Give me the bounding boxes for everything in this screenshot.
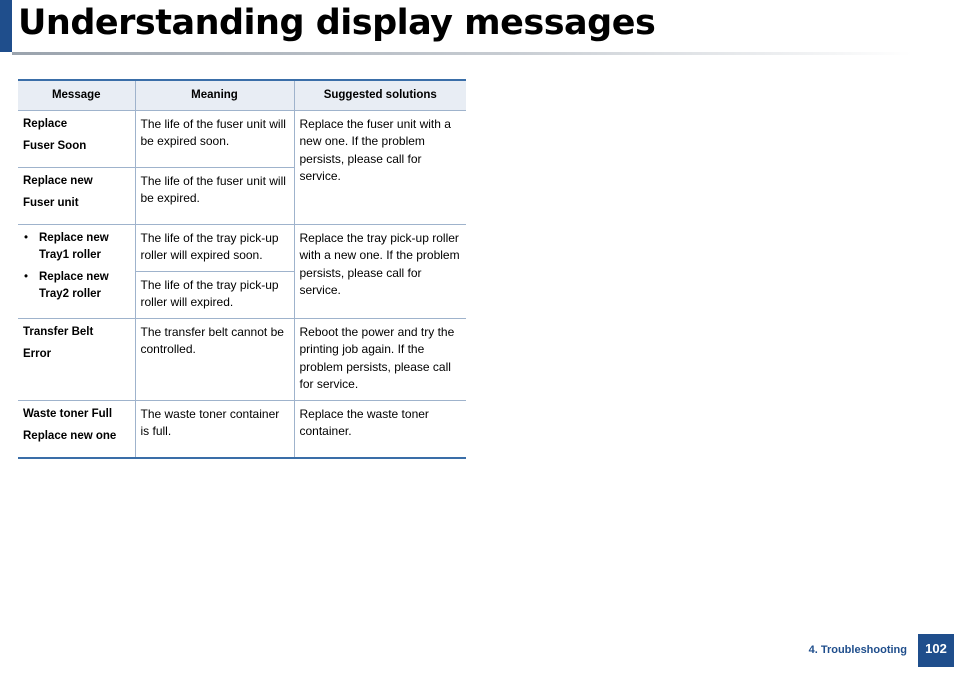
meaning-cell: The life of the tray pick-up roller will expired. (135, 271, 294, 318)
message-line: Tray2 roller (39, 288, 102, 300)
message-line: • Replace new (39, 231, 109, 244)
message-line: Replace (23, 117, 68, 130)
solution-cell: Reboot the power and try the printing job again. If the problem persists, please call for service. (294, 318, 466, 400)
message-line: Tray1 roller (39, 249, 102, 261)
message-line: Waste toner Full (23, 407, 113, 420)
table-row (18, 110, 466, 167)
table-header-row (18, 80, 466, 110)
message-line: Replace new (23, 174, 93, 187)
bullet-item (23, 269, 130, 304)
header-solutions: Suggested solutions (294, 80, 466, 110)
message-line: Transfer Belt (23, 325, 94, 338)
title-accent-bar (0, 0, 12, 52)
footer-section-link[interactable]: 4. Troubleshooting (808, 644, 907, 656)
solution-cell: Replace the waste toner container. (294, 400, 466, 458)
header-message: Message (18, 80, 135, 110)
message-cell (18, 224, 135, 318)
message-line: Error (23, 348, 52, 360)
meaning-cell: The transfer belt cannot be controlled. (135, 318, 294, 400)
bullet-item (23, 230, 130, 265)
display-messages-table (18, 79, 466, 459)
message-line: Fuser unit (23, 197, 79, 209)
table-row (18, 224, 466, 271)
meaning-cell: The life of the fuser unit will be expired soon. (135, 110, 294, 167)
message-cell (18, 110, 135, 167)
message-line: Fuser Soon (23, 140, 87, 152)
solution-cell: Replace the tray pick-up roller with a new one. If the problem persists, please call for service. (294, 224, 466, 318)
message-cell (18, 400, 135, 458)
title-underline (12, 52, 912, 55)
solution-cell: Replace the fuser unit with a new one. If the problem persists, please call for service. (294, 110, 466, 224)
meaning-cell: The life of the tray pick-up roller will expired soon. (135, 224, 294, 271)
page-number: 102 (918, 634, 954, 667)
message-line: Replace new one (23, 430, 117, 442)
message-line: • Replace new (39, 270, 109, 283)
meaning-cell: The waste toner container is full. (135, 400, 294, 458)
table-row (18, 400, 466, 458)
header-meaning: Meaning (135, 80, 294, 110)
page-title: Understanding display messages (18, 3, 656, 43)
message-bullet-list (23, 230, 130, 304)
message-cell (18, 167, 135, 224)
table-row (18, 318, 466, 400)
message-cell (18, 318, 135, 400)
meaning-cell: The life of the fuser unit will be expired. (135, 167, 294, 224)
